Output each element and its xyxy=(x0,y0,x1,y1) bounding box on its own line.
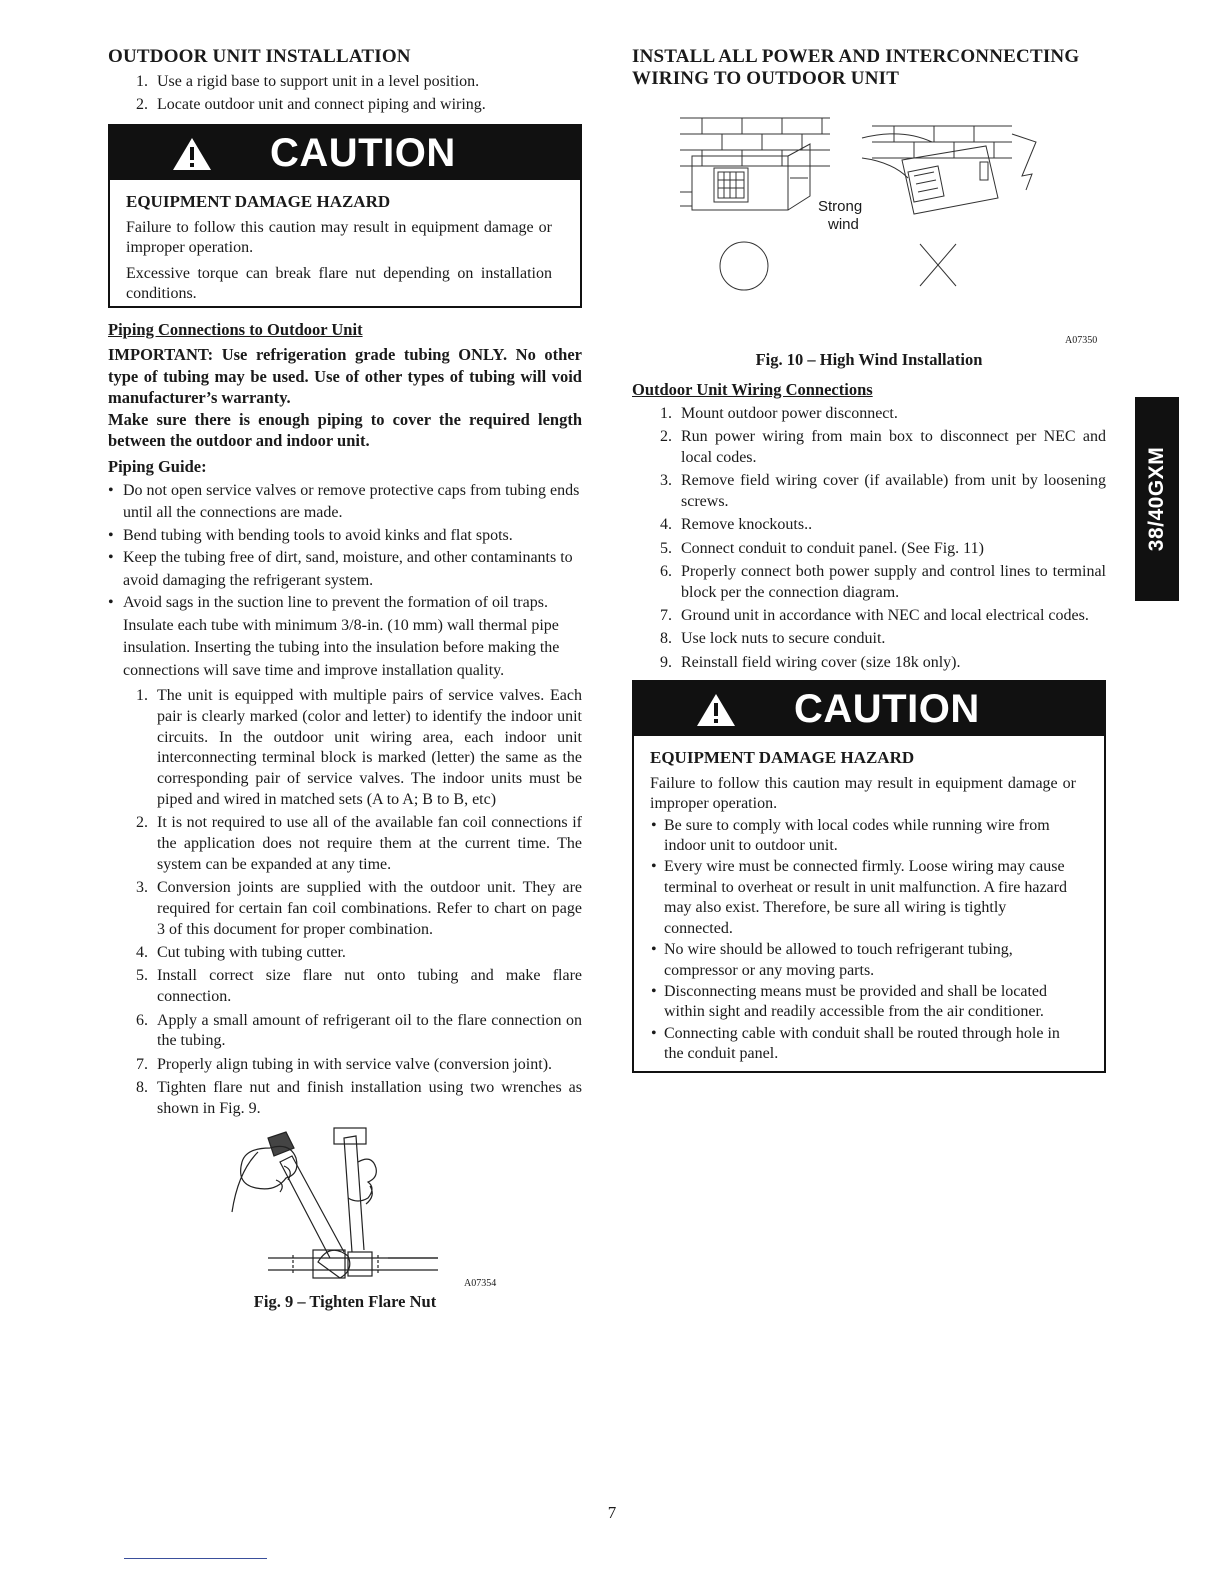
model-label: 38/40GXM xyxy=(1145,446,1168,552)
caution-title: EQUIPMENT DAMAGE HAZARD xyxy=(126,192,391,212)
caution-word: CAUTION xyxy=(794,686,980,731)
list-item: • Connecting cable with conduit shall be routed through hole in the conduit panel. xyxy=(648,1024,1076,1065)
piping-guide-bullets xyxy=(108,480,582,683)
warning-triangle-icon xyxy=(696,693,736,727)
list-item: 1. Mount outdoor power disconnect. xyxy=(660,405,898,422)
list-item: 5. Install correct size flare nut onto tubing and make flare connection. xyxy=(136,967,582,1006)
piping-steps xyxy=(108,686,582,1119)
wind-label: wind xyxy=(828,216,859,233)
caution-header xyxy=(634,682,1104,736)
figure-code: A07350 xyxy=(1065,335,1098,346)
list-item: 1. The unit is equipped with multiple pairs of service valves. Each pair is clearly marked (color and letter) to identify the indoor unit circuits. In the outdoor unit wiring area, each indoor unit interconnecting terminal block is marked (letter) the same as the corresponding pair of service valves. The indoor units must be piped and wired in matched sets (A to A; B to B, etc) xyxy=(136,687,582,809)
right-column xyxy=(632,46,1106,1073)
installation-steps xyxy=(108,72,582,116)
figure-10-caption: Fig. 10 – High Wind Installation xyxy=(755,350,983,369)
list-item: 3. Conversion joints are supplied with the outdoor unit. They are required for certain fan coil combinations. Refer to chart on page 3 of this document for proper combination. xyxy=(136,879,582,938)
list-item: 2. Locate outdoor unit and connect piping and wiring. xyxy=(136,96,486,114)
list-item: 9. Reinstall field wiring cover (size 18k only). xyxy=(660,653,961,671)
list-item: 7. Properly align tubing in with service valve (conversion joint). xyxy=(136,1055,553,1073)
piping-guide-label: Piping Guide: xyxy=(108,456,207,476)
left-column xyxy=(108,46,582,1332)
caution-bullets xyxy=(648,816,1076,1065)
list-item: 1. Use a rigid base to support unit in a level position. xyxy=(136,73,480,90)
list-item: 8. Use lock nuts to secure conduit. xyxy=(660,630,886,648)
list-item: 7. Ground unit in accordance with NEC and local electrical codes. xyxy=(660,607,1089,625)
caution-box-left xyxy=(108,124,582,308)
page-number: 7 xyxy=(607,1503,617,1522)
caution-text: Failure to follow this caution may result in equipment damage or improper operation. xyxy=(126,219,552,257)
figure-code: A07354 xyxy=(464,1278,497,1290)
list-item: • No wire should be allowed to touch refrigerant tubing, compressor or any moving parts. xyxy=(648,940,1076,981)
wiring-steps xyxy=(632,404,1106,674)
piping-connections-heading: Piping Connections to Outdoor Unit xyxy=(108,320,363,340)
list-item: 2. Run power wiring from main box to disconnect per NEC and local codes. xyxy=(660,428,1106,467)
list-item: 8. Tighten flare nut and finish installation using two wrenches as shown in Fig. 9. xyxy=(136,1078,582,1117)
outdoor-unit-installation-heading: OUTDOOR UNIT INSTALLATION xyxy=(108,46,411,67)
list-item: 6. Apply a small amount of refrigerant oil to the flare connection on the tubing. xyxy=(136,1011,582,1050)
list-item: 5. Connect conduit to conduit panel. (See Fig. 11) xyxy=(660,539,984,557)
list-item: 4. Remove knockouts.. xyxy=(660,516,813,534)
list-item: 3. Remove field wiring cover (if available) from unit by loosening screws. xyxy=(660,472,1106,511)
wind-label: Strong xyxy=(818,198,863,215)
list-item: 4. Cut tubing with tubing cutter. xyxy=(136,944,346,962)
list-item: 2. It is not required to use all of the available fan coil connections if the application does not require them at the current time. The system can be expanded at any time. xyxy=(136,814,582,873)
caution-word: CAUTION xyxy=(270,131,456,176)
list-item: • Every wire must be connected firmly. Loose wiring may cause terminal to overheat or result in unit malfunction. A fire hazard may also exist. Therefore, be sure all wiring is tightly connected. xyxy=(648,857,1076,939)
list-item: • Be sure to comply with local codes while running wire from indoor unit to outdoor unit. xyxy=(648,816,1076,857)
footer-link-line xyxy=(124,1558,267,1559)
list-item: • Avoid sags in the suction line to prevent the formation of oil traps. Insulate each tube with minimum 3/8-in. (10 mm) wall thermal pipe insulation. Inserting the tubing into the insulation before making the connections will save time and improve installation quality. xyxy=(108,592,582,682)
important-note: IMPORTANT: Use refrigeration grade tubing ONLY. No other type of tubing may be used. Use of other types of tubing will void manufacturer’s warranty. xyxy=(108,345,582,408)
list-item: • Keep the tubing free of dirt, sand, moisture, and other contaminants to avoid damaging the refrigerant system. xyxy=(108,547,582,592)
caution-title: EQUIPMENT DAMAGE HAZARD xyxy=(650,747,915,767)
tighten-flare-nut-illustration xyxy=(108,1122,582,1292)
caution-header xyxy=(110,126,580,180)
figure-9 xyxy=(108,1122,582,1332)
figure-9-caption: Fig. 9 – Tighten Flare Nut xyxy=(253,1292,437,1312)
list-item: • Disconnecting means must be provided and shall be located within sight and readily accessible from the air conditioner. xyxy=(648,982,1076,1023)
caution-box-right xyxy=(632,680,1106,1073)
list-item: • Bend tubing with bending tools to avoid kinks and flat spots. xyxy=(108,525,582,548)
important-note-2: Make sure there is enough piping to cover the required length between the outdoor and indoor unit. xyxy=(108,409,582,451)
high-wind-installation-illustration xyxy=(632,98,1106,308)
list-item: • Do not open service valves or remove protective caps from tubing ends until all the connections are made. xyxy=(108,480,582,525)
caution-text: Failure to follow this caution may result in equipment damage or improper operation. xyxy=(650,774,1076,812)
caution-text: Excessive torque can break flare nut depending on installation conditions. xyxy=(126,265,552,303)
wiring-connections-heading: Outdoor Unit Wiring Connections xyxy=(632,380,873,399)
warning-triangle-icon xyxy=(172,137,212,171)
figure-10 xyxy=(632,98,1106,369)
model-side-tab xyxy=(1135,397,1179,601)
install-wiring-heading: INSTALL ALL POWER AND INTERCONNECTING WIRING TO OUTDOOR UNIT xyxy=(632,46,1080,89)
list-item: 6. Properly connect both power supply and control lines to terminal block per the connection diagram. xyxy=(660,563,1106,601)
